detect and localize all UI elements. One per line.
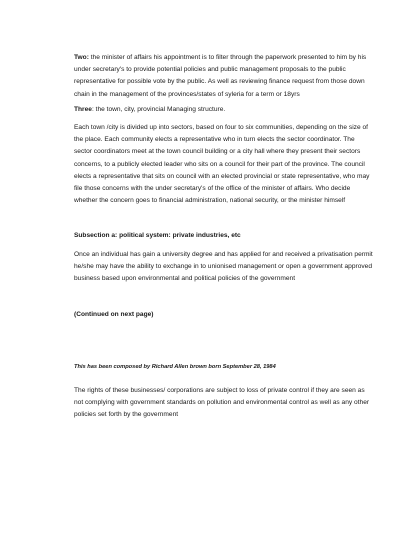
paragraph-two — [74, 52, 374, 101]
subsection-heading: Subsection a: political system: private industries, etc — [74, 232, 241, 240]
paragraph-town-structure: Each town /city is divided up into sectors, based on four to six communities, depending on the size of the place. Each community elects a representative who in turn elects the sector coordinator. The sector coordinators meet at the town council building or a city hall where they present their sectors concerns, to a publicly elected leader who sits on a council for their part of the province. The council elects a representative that sits on council with an elected provincial or state representative, who may file those concerns with the under secretary's of the office of the minister of affairs. Who decide whether the concern goes to financial administration, national security, or the minister himself — [74, 124, 370, 205]
paragraph-three-lead: Three — [74, 105, 92, 113]
paragraph-three-text: : the town, city, provincial Managing structure. — [91, 105, 226, 113]
paragraph-business-rights: The rights of these businesses/ corporations are subject to loss of private control if they are seen as not complying with government standards on pollution and environmental control as well as any other policies set forth by the government — [74, 386, 370, 419]
paragraph-two-text: the minister of affairs his appointment is to filter through the paperwork presented to him by his under secretary's to provide potential policies and public management proposals to the public representative for possible vote by the public. As well as reviewing finance request from those down chain in the management of the provinces/states of syleria for a term or 18yrs — [74, 54, 367, 98]
author-credit: This has been composed by Richard Allen brown born September 28, 1984 — [74, 364, 276, 371]
continued-note: (Continued on next page) — [74, 311, 154, 319]
paragraph-three — [74, 104, 374, 116]
paragraph-private-industries: Once an individual has gain a university degree and has applied for and received a privatisation permit he/she may have the ability to exchange in to unionised management or open a government approved business based upon environmental and political policies of the government — [74, 250, 373, 283]
page-content — [74, 52, 374, 421]
paragraph-two-lead: Two: — [74, 54, 89, 61]
